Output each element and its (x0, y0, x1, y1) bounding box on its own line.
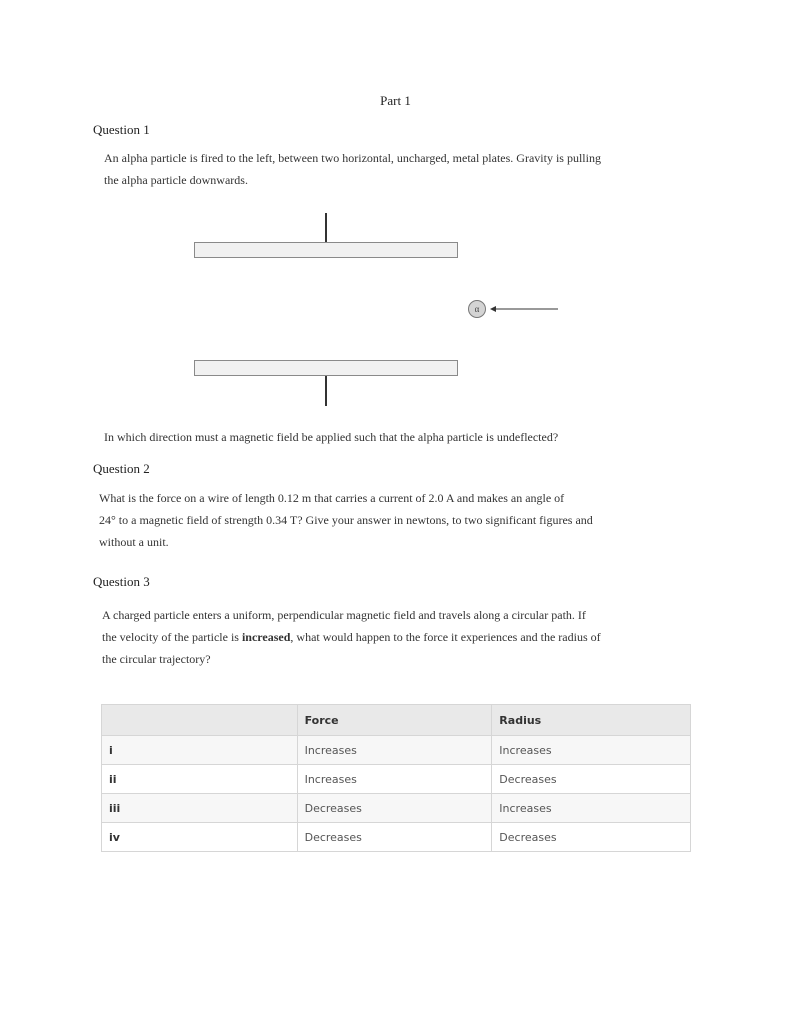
row-label: i (102, 736, 298, 765)
question-3-emphasis: increased (241, 630, 291, 644)
alpha-particle: α (468, 300, 486, 318)
radius-cell: Increases (492, 794, 691, 823)
row-label: ii (102, 765, 298, 794)
question-3-line-2 (102, 626, 601, 648)
table-row (102, 794, 691, 823)
radius-cell: Decreases (492, 823, 691, 852)
row-label: iii (102, 794, 298, 823)
question-1-line-1: An alpha particle is fired to the left, between two horizontal, uncharged, metal plates. Gravity is pulling (104, 151, 601, 165)
top-plate-stem (325, 213, 327, 242)
force-cell: Increases (297, 736, 492, 765)
question-3-line-2-end: , what would happen to the force it experiences and the radius of (290, 630, 601, 644)
header-radius: Radius (492, 705, 691, 736)
force-cell: Increases (297, 765, 492, 794)
question-2-line-2: 24° to a magnetic field of strength 0.34 T? Give your answer in newtons, to two significant figures and (99, 513, 593, 527)
question-3-line-2-start: the velocity of the particle is (102, 630, 242, 644)
options-table-header (102, 705, 691, 736)
question-2-line-3: without a unit. (99, 535, 169, 549)
options-table (101, 704, 691, 852)
part-title: Part 1 (380, 93, 411, 108)
table-row (102, 823, 691, 852)
question-1-text (104, 147, 601, 191)
question-2-text (99, 487, 593, 553)
table-row (102, 765, 691, 794)
question-2-heading: Question 2 (93, 461, 150, 476)
question-3-heading: Question 3 (93, 574, 150, 589)
radius-cell: Decreases (492, 765, 691, 794)
top-plate (194, 242, 458, 258)
question-3-line-1: A charged particle enters a uniform, perpendicular magnetic field and travels along a circular path. If (102, 608, 586, 622)
radius-cell: Increases (492, 736, 691, 765)
force-cell: Decreases (297, 823, 492, 852)
header-blank (102, 705, 298, 736)
bottom-plate-stem (325, 376, 327, 406)
question-1-prompt: In which direction must a magnetic field be applied such that the alpha particle is undeflected? (104, 430, 559, 444)
question-1-heading: Question 1 (93, 122, 150, 137)
question-2-line-1: What is the force on a wire of length 0.12 m that carries a current of 2.0 A and makes an angle of (99, 491, 565, 505)
question-3-text (102, 604, 601, 670)
table-row (102, 736, 691, 765)
question-3-line-3: the circular trajectory? (102, 652, 211, 666)
row-label: iv (102, 823, 298, 852)
velocity-arrow-icon (488, 302, 560, 316)
force-cell: Decreases (297, 794, 492, 823)
header-force: Force (297, 705, 492, 736)
bottom-plate (194, 360, 458, 376)
question-1-line-2: the alpha particle downwards. (104, 173, 248, 187)
